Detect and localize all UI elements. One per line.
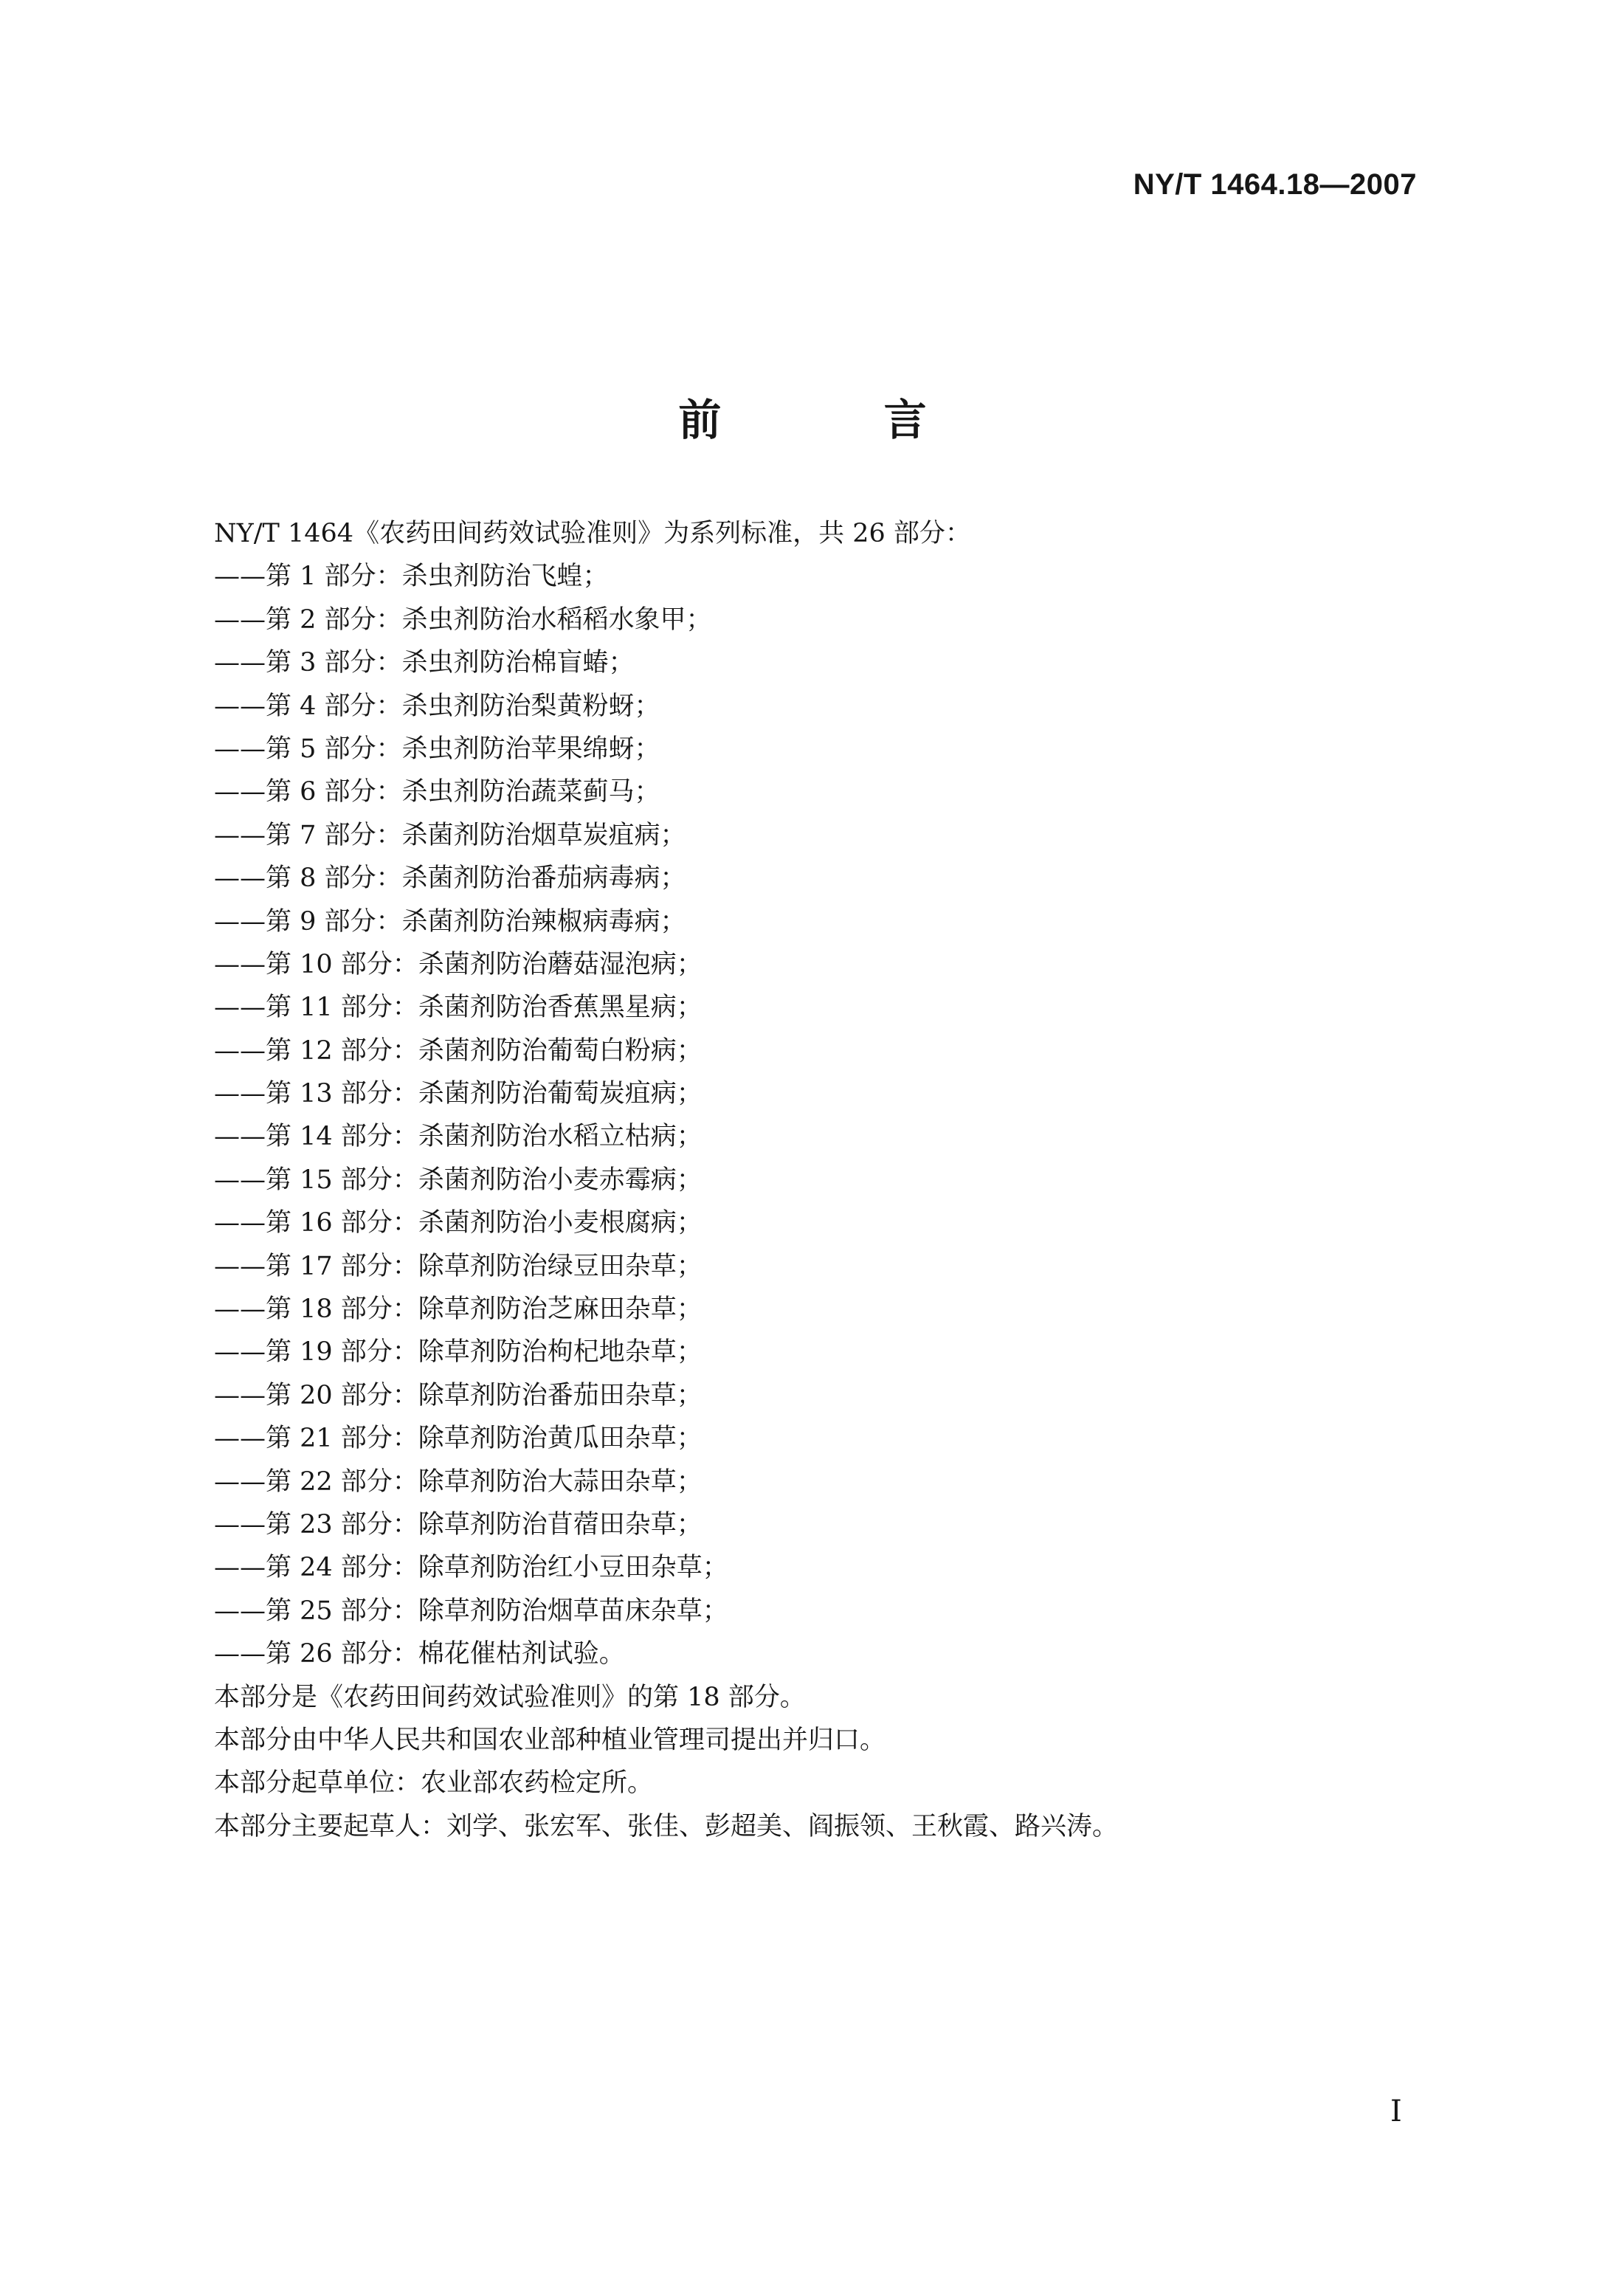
- part-item: ——第 1 部分：杀虫剂防治飞蝗；: [214, 562, 609, 592]
- part-item: ——第 4 部分：杀虫剂防治梨黄粉蚜；: [214, 691, 660, 721]
- note-line: 本部分主要起草人：刘学、张宏军、张佳、彭超美、阎振领、王秋霞、路兴涛。: [214, 1811, 1119, 1841]
- intro-line: NY/T 1464《农药田间药效试验准则》为系列标准，共 26 部分：: [214, 519, 971, 548]
- part-item: ——第 26 部分：棉花催枯剂试验。: [214, 1639, 625, 1669]
- part-item: ——第 21 部分：除草剂防治黄瓜田杂草；: [214, 1424, 703, 1454]
- note-line: 本部分由中华人民共和国农业部种植业管理司提出并归口。: [214, 1725, 886, 1755]
- part-item: ——第 2 部分：杀虫剂防治水稻稻水象甲；: [214, 604, 712, 635]
- part-item: ——第 20 部分：除草剂防治番茄田杂草；: [214, 1380, 703, 1410]
- part-item: ——第 15 部分：杀菌剂防治小麦赤霉病；: [214, 1165, 703, 1195]
- note-line: 本部分起草单位：农业部农药检定所。: [214, 1768, 654, 1799]
- part-item: ——第 9 部分：杀菌剂防治辣椒病毒病；: [214, 906, 686, 937]
- page-title: 前 言: [678, 395, 1001, 445]
- part-item: ——第 19 部分：除草剂防治枸杞地杂草；: [214, 1337, 703, 1368]
- part-item: ——第 22 部分：除草剂防治大蒜田杂草；: [214, 1466, 703, 1497]
- page-number: I: [1390, 2095, 1402, 2128]
- part-item: ——第 6 部分：杀虫剂防治蔬菜蓟马；: [214, 777, 660, 807]
- part-item: ——第 14 部分：杀菌剂防治水稻立枯病；: [214, 1122, 703, 1152]
- part-item: ——第 10 部分：杀菌剂防治蘑菇湿泡病；: [214, 949, 703, 979]
- part-item: ——第 17 部分：除草剂防治绿豆田杂草；: [214, 1251, 703, 1281]
- document-code: NY/T 1464.18—2007: [1133, 168, 1417, 201]
- part-item: ——第 5 部分：杀虫剂防治苹果绵蚜；: [214, 734, 660, 764]
- part-item: ——第 13 部分：杀菌剂防治葡萄炭疽病；: [214, 1079, 703, 1109]
- part-item: ——第 8 部分：杀菌剂防治番茄病毒病；: [214, 863, 686, 894]
- foreword-body: [214, 512, 1468, 1848]
- part-item: ——第 7 部分：杀菌剂防治烟草炭疽病；: [214, 820, 686, 850]
- part-item: ——第 18 部分：除草剂防治芝麻田杂草；: [214, 1294, 703, 1325]
- part-item: ——第 3 部分：杀虫剂防治棉盲蝽；: [214, 648, 635, 678]
- part-item: ——第 11 部分：杀菌剂防治香蕉黑星病；: [214, 993, 703, 1023]
- part-item: ——第 23 部分：除草剂防治苜蓿田杂草；: [214, 1509, 703, 1540]
- part-item: ——第 24 部分：除草剂防治红小豆田杂草；: [214, 1553, 728, 1583]
- part-item: ——第 25 部分：除草剂防治烟草苗床杂草；: [214, 1596, 728, 1626]
- part-item: ——第 16 部分：杀菌剂防治小麦根腐病；: [214, 1208, 703, 1238]
- note-line: 本部分是《农药田间药效试验准则》的第 18 部分。: [214, 1682, 806, 1712]
- part-item: ——第 12 部分：杀菌剂防治葡萄白粉病；: [214, 1035, 703, 1066]
